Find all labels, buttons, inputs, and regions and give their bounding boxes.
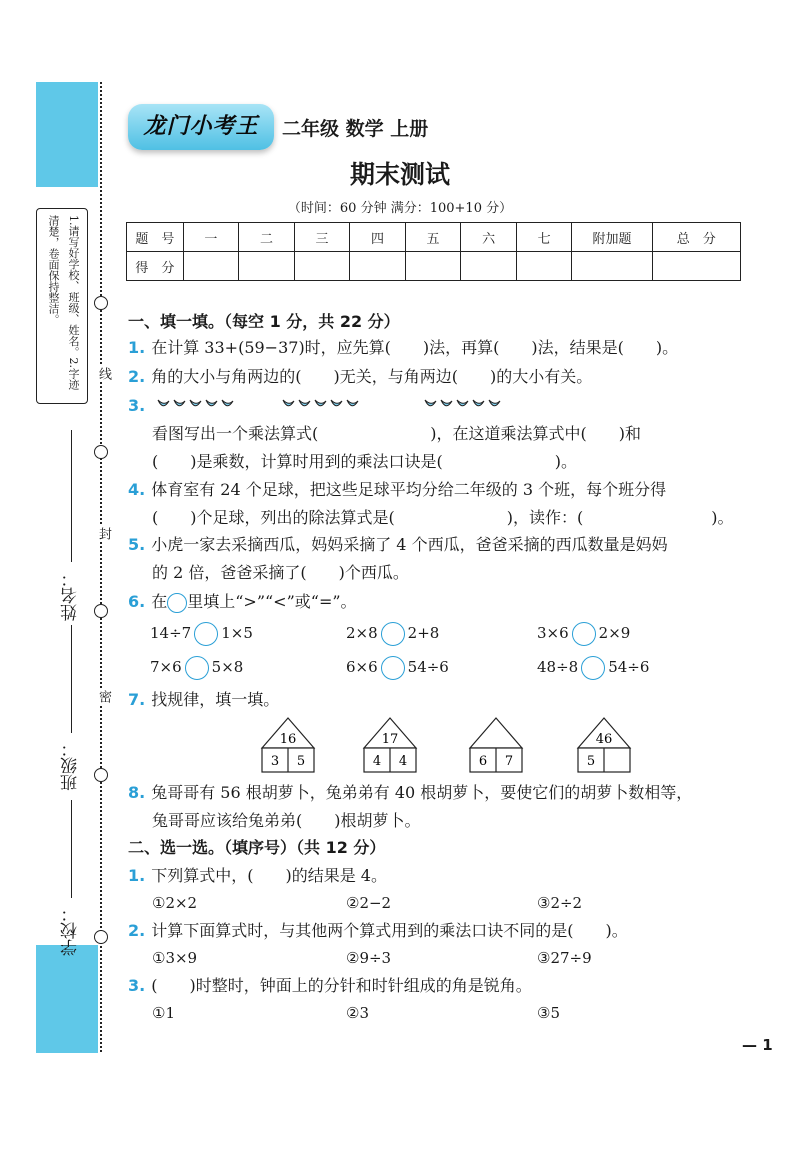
banana-group-1 [156,396,236,416]
score-row-label: 得 分 [127,252,184,281]
banana-icon [297,397,311,411]
number-house [262,718,314,772]
choice-option[interactable]: ②9÷3 [346,949,392,967]
compare-item: 48÷8 54÷6 [537,656,649,680]
question-3-line2: 看图写出一个乘法算式( )，在这道乘法算式中( )和 [152,424,641,443]
question-5 [128,535,668,555]
question-3-line3: ( )是乘数，计算时用到的乘法口诀是( )。 [152,452,577,471]
question-text: 下列算式中，( )的结果是 4。 [151,866,387,885]
score-cell: 总 分 [652,223,740,252]
house-left: 5 [586,754,596,769]
compare-item: 6×6 54÷6 [346,656,449,680]
banana-icon [172,397,186,411]
banana-icon [220,397,234,411]
name-label: 姓名： [61,570,81,621]
question-text: 体育室有 24 个足球，把这些足球平均分给二年级的 3 个班，每个班分得 [151,480,667,499]
score-input-cell[interactable] [405,252,461,281]
compare-item: 14÷7 1×5 [150,622,253,646]
banana-icon [188,397,202,411]
answer-circle[interactable] [194,622,218,646]
question-4-line2: ( )个足球，列出的除法算式是( )，读作：( )。 [152,508,734,527]
score-cell: 三 [294,223,350,252]
question-number: 2. [128,921,146,940]
house-left: 6 [478,754,488,769]
score-cell: 七 [516,223,572,252]
score-cell: 五 [405,223,461,252]
score-input-cell[interactable] [572,252,652,281]
banana-icon [329,397,343,411]
question-5-line2: 的 2 倍，爸爸采摘了( )个西瓜。 [152,563,409,582]
choice-option[interactable]: ①2×2 [152,894,198,912]
score-input-cell[interactable] [350,252,406,281]
question-text: 角的大小与角两边的( )无关，与角两边( )的大小有关。 [151,367,593,386]
class-field[interactable] [71,625,72,733]
question-text: 计算下面算式时，与其他两个算式用到的乘法口诀不同的是( )。 [151,921,628,940]
question-number: 3. [128,976,146,995]
compare-item: 7×6 5×8 [150,656,243,680]
exam-time-info: （时间：60 分钟 满分：100+10 分） [287,201,513,216]
question-number: 1. [128,338,146,357]
house-right: 7 [504,754,514,769]
choice-option[interactable]: ③5 [537,1004,560,1022]
notice-box: 1.请写好学校、班级、姓名。2.字迹清楚，卷面保持整洁。 [36,208,88,404]
question-6 [128,592,357,613]
section1-heading: 一、填一填。（每空 1 分，共 22 分） [128,312,400,331]
house-top: 17 [381,732,399,747]
banana-icon [281,397,295,411]
question-number: 5. [128,535,146,554]
score-cell: 六 [461,223,517,252]
choice-option[interactable]: ②3 [346,1004,369,1022]
choice-question-3 [128,976,532,996]
question-number: 4. [128,480,146,499]
banana-icon [156,397,170,411]
answer-circle[interactable] [572,622,596,646]
binding-hole [94,296,108,310]
score-cell: 附加题 [572,223,652,252]
score-input-cell[interactable] [516,252,572,281]
score-cell: 二 [239,223,295,252]
question-number: 3. [128,396,146,415]
number-house [470,718,522,772]
banana-icon [439,397,453,411]
banana-icon [487,397,501,411]
number-house [578,718,630,772]
question-8-line2: 兔哥哥应该给兔弟弟( )根胡萝卜。 [152,811,421,830]
answer-circle[interactable] [581,656,605,680]
house-top: 16 [279,732,297,747]
banana-icon [313,397,327,411]
seal-mark-feng: 封 [96,527,111,540]
question-number: 7. [128,690,146,709]
question-number: 8. [128,783,146,802]
question-text: 小虎一家去采摘西瓜，妈妈采摘了 4 个西瓜，爸爸采摘的西瓜数量是妈妈 [151,535,668,554]
question-text: 找规律，填一填。 [151,690,280,709]
banana-icon [204,397,218,411]
binding-hole [94,445,108,459]
seal-mark-mi: 密 [96,690,111,703]
question-text: ( )时整时，钟面上的分针和时针组成的角是锐角。 [151,976,532,995]
question-number: 1. [128,866,146,885]
circle-icon [167,593,187,613]
number-houses [250,712,650,778]
grade-subject: 二年级 数学 上册 [282,118,429,140]
choice-option[interactable]: ①1 [152,1004,175,1022]
page-number: — 1 [742,1036,773,1054]
house-left: 3 [270,754,280,769]
binding-hole [94,768,108,782]
compare-item: 3×6 2×9 [537,622,630,646]
banana-group-2 [281,396,361,416]
question-7 [128,690,279,710]
school-label: 学校： [61,905,81,956]
score-input-cell[interactable] [239,252,295,281]
seal-mark-xian: 线 [96,367,111,380]
answer-circle[interactable] [381,656,405,680]
house-right: 4 [398,754,408,769]
score-input-cell[interactable] [461,252,517,281]
score-input-cell[interactable] [294,252,350,281]
house-top: 46 [595,732,613,747]
compare-item: 2×8 2+8 [346,622,439,646]
question-8 [128,783,692,803]
question-number: 6. [128,592,146,611]
class-label: 班级： [61,740,81,791]
choice-option[interactable]: ①3×9 [152,949,198,967]
choice-option[interactable]: ③27÷9 [537,949,592,967]
score-input-cell[interactable] [183,252,239,281]
choice-question-1 [128,866,387,886]
binding-hole [94,604,108,618]
question-text: 兔哥哥有 56 根胡萝卜，兔弟弟有 40 根胡萝卜，要使它们的胡萝卜数相等， [151,783,693,802]
score-table [126,222,741,281]
house-right: 5 [296,754,306,769]
question-2 [128,367,592,387]
question-3 [128,396,503,416]
choice-question-2 [128,921,628,941]
house-left: 4 [372,754,382,769]
section2-heading: 二、选一选。（填序号）（共 12 分） [128,838,386,857]
question-text: 在 [151,592,168,611]
brand-logo: 龙门小考王 [128,104,274,150]
question-text: 在计算 33+(59−37)时，应先算( )法，再算( )法，结果是( )。 [151,338,679,357]
banana-icon [423,397,437,411]
number-house [364,718,416,772]
score-cell: 四 [350,223,406,252]
banana-icon [471,397,485,411]
banana-icon [345,397,359,411]
choice-option[interactable]: ②2−2 [346,894,392,912]
score-cell: 一 [183,223,239,252]
page-title: 期末测试 [349,160,450,189]
answer-circle[interactable] [185,656,209,680]
banana-group-3 [423,396,503,416]
banana-icon [455,397,469,411]
binding-dotted-line [100,82,102,1052]
question-text: 里填上“>”“<”或“=”。 [187,592,357,611]
question-number: 2. [128,367,146,386]
binding-hole [94,930,108,944]
name-field[interactable] [71,430,72,562]
score-cell: 题 号 [127,223,184,252]
score-input-cell[interactable] [652,252,740,281]
left-color-block-bottom [36,945,98,1053]
score-table-score-row [127,252,741,281]
score-table-header-row [127,223,741,252]
school-field[interactable] [71,800,72,898]
choice-option[interactable]: ③2÷2 [537,894,583,912]
question-1 [128,338,678,358]
answer-circle[interactable] [381,622,405,646]
question-4 [128,480,666,500]
